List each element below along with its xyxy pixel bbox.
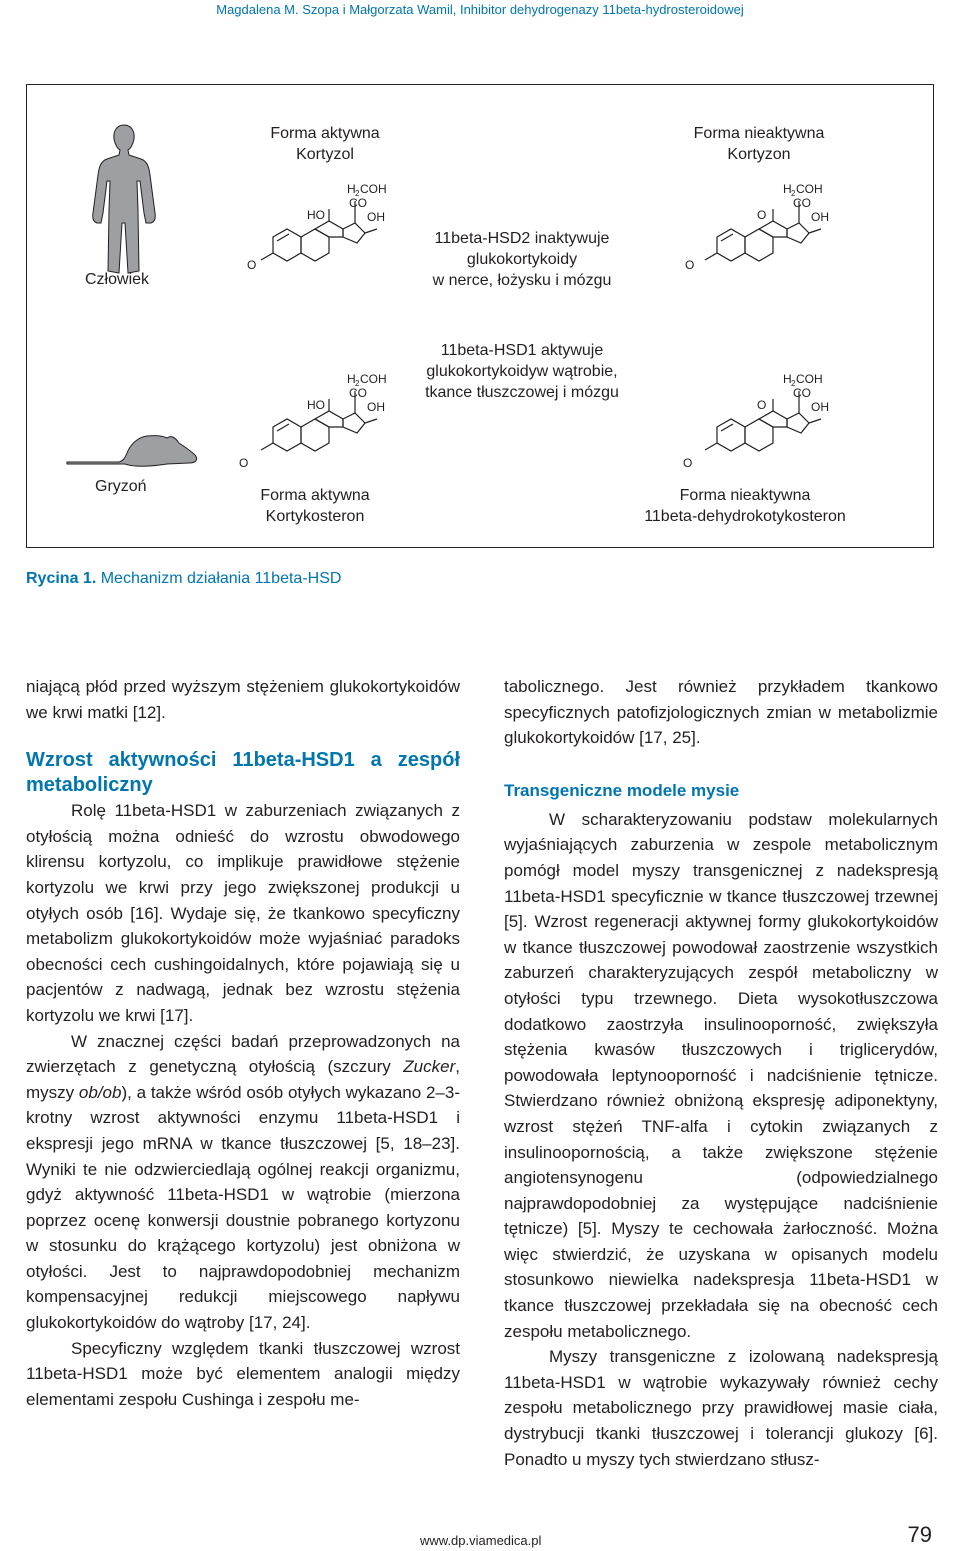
chem-co: CO [793,386,811,400]
human-label: Człowiek [85,271,150,288]
chem-oh: OH [811,210,829,224]
dehydrocorticosterone-structure [677,371,827,471]
hsd2-description: 11beta-HSD2 inaktywuje glukokortykoidy w nerce, łożysku i mózgu [432,230,612,289]
chem-o-keto: O [757,398,767,412]
chem-coh: COH [796,182,823,196]
chem-h: H [783,182,792,196]
footer-url: www.dp.viamedica.pl [420,1533,542,1548]
left-paragraph-3: Specyficzny względem tkanki tłuszczowej wzrost 11beta-HSD1 może być elementem analogii między elementami zespołu Cushinga i zespołu me- [26,1338,460,1409]
corticosterone-structure [233,371,387,471]
chem-o-keto: O [757,208,767,222]
bottom-left-form-label: Forma aktywna Kortykosteron [260,487,370,525]
right-paragraph-2: Myszy transgeniczne z izolowaną nadekspresją 11beta-HSD1 w wątrobie wykazywały również cechy zespołu metabolicznego przy prawidłowej masie ciała, dystrybucji tkanki tłuszczowej i tolerancji glukozy [6]. Ponadto u myszy tych stwierdzano stłusz- [504,1347,938,1469]
cortisone-structure [677,181,827,281]
chem-sub2: 2 [791,189,796,198]
chem-coh: COH [360,372,387,386]
running-header: Magdalena M. Szopa i Małgorzata Wamil, Inhibitor dehydrogenazy 11beta-hydrosteroidowej [216,2,744,17]
figure-caption [26,570,341,588]
caption-text: Mechanizm działania 11beta-HSD [96,570,342,587]
hsd1-description: 11beta-HSD1 aktywuje glukokortykoidyw wątrobie, tkance tłuszczowej i mózgu [425,342,619,401]
chem-coh: COH [360,182,387,196]
chem-sub2: 2 [355,189,360,198]
rodent-silhouette-icon [67,433,212,467]
chem-o: O [683,456,693,470]
page-number: 79 [907,1522,932,1547]
chem-h: H [783,372,792,386]
chem-oh: OH [367,400,385,414]
left-paragraph-0: niającą płód przed wyższym stężeniem glukokortykoidów we krwi matki [12]. [26,677,460,722]
left-paragraph-2: W znacznej części badań przeprowadzonych na zwierzętach z genetyczną otyłością (szczury Zucker, myszy ob/ob), a także wśród osób otyłych wykazano 2–3-krotny wzrost aktywności enzymu 11beta-HSD1 i ekspresji jego mRNA w tkance tłuszczowej [5, 18–23]. Wyniki te nie odzwierciedlają ogólnej reakcji organizmu, gdyż aktywność 11beta-HSD1 w wątrobie (mierzona poprzez ocenę konwersji doustnie pobranego kortyzonu w stosunku do krążącego kortyzolu) jest obniżona w otyłości. Jest to najprawdopodobniej mechanizm kompensacyjnej redukcji miejscowego napływu glukokortykoidów do wątroby [17, 24]. [26,1031,460,1333]
chem-ho: HO [307,398,325,412]
human-silhouette-icon [89,123,159,275]
top-left-form-label: Forma aktywna Kortyzol [270,125,380,163]
right-column [504,674,938,1472]
chem-coh: COH [796,372,823,386]
chem-sub2: 2 [791,379,796,388]
cortisol-structure [233,181,387,281]
bottom-right-form-label: Forma nieaktywna 11beta-dehydrokotykosteron [644,487,846,525]
chem-o: O [685,258,695,272]
chem-sub2: 2 [355,379,360,388]
right-paragraph-1: W scharakteryzowaniu podstaw molekularnych wyjaśniających zaburzenia w zespole metabolicznym pomógł model myszy transgenicznej z nadekspresją 11beta-HSD1 specyficznie w tkance tłuszczowej trzewnej [5]. Wzrost regeneracji aktywnej formy glukokortykoidów w tkance tłuszczowej powodował zaostrzenie wszystkich zaburzeń charakteryzujących zespół metaboliczny w otyłości typu trzewnego. Dieta wysokotłuszczowa dodatkowo zaostrzyła insulinooporność, zwiększyła stężenia kwasów tłuszczowych i triglicerydów, powodowała leptynooporność i nadciśnienie tętnicze. Stwierdzano również obniżoną ekspresję adiponektyny, wzrost stężeń TNF-alfa i cytokin związanych z insulinoopornością, a także zwiększone stężenie angiotensynogenu (odpowiedzialnego najprawdopodobniej za występujące nadciśnienie tętnicze) [5]. Myszy te cechowała żarłoczność. Można więc stwierdzić, że uzyskana w opisanych modelu stosunkowo niewielka nadekspresja 11beta-HSD1 w tkance tłuszczowej przekładała się na obecność cech zespołu metabolicznego. [504,809,938,1341]
chem-h: H [347,182,356,196]
right-paragraph-0: tabolicznego. Jest również przykładem tkankowo specyficznych patofizjologicznych zmian w metabolizmie glukokortykoidów [17, 25]. [504,677,938,748]
chem-oh: OH [367,210,385,224]
chem-o: O [239,456,249,470]
chem-co: CO [349,196,367,210]
chem-ho: HO [307,208,325,222]
rodent-label: Gryzoń [95,478,147,495]
chem-h: H [347,372,356,386]
chem-o: O [247,258,257,272]
section-heading: Wzrost aktywności 11beta-HSD1 a zespół metaboliczny [26,749,460,797]
left-paragraph-1: Rolę 11beta-HSD1 w zaburzeniach związanych z otyłością można odnieść do wzrostu obwodowego klirensu kortyzolu, co implikuje prawidłowe stężenie kortyzolu we krwi przy jego zwiększonej produkcji u otyłych osób [16]. Wydaje się, że tkankowo specyficzny metabolizm glukokortykoidów może wyjaśniać paradoks obecności cech cushingoidalnych, które pojawiają się u pacjentów z nadwagą, jednak bez wzrostu stężenia kortyzolu we krwi [17]. [26,801,460,1025]
top-right-form-label: Forma nieaktywna Kortyzon [693,125,825,163]
figure-box [26,84,934,548]
caption-label: Rycina 1. [26,570,97,587]
chem-oh: OH [811,400,829,414]
subsection-heading: Transgeniczne modele mysie [504,780,740,800]
chem-co: CO [349,386,367,400]
chem-co: CO [793,196,811,210]
left-column [26,674,460,1412]
